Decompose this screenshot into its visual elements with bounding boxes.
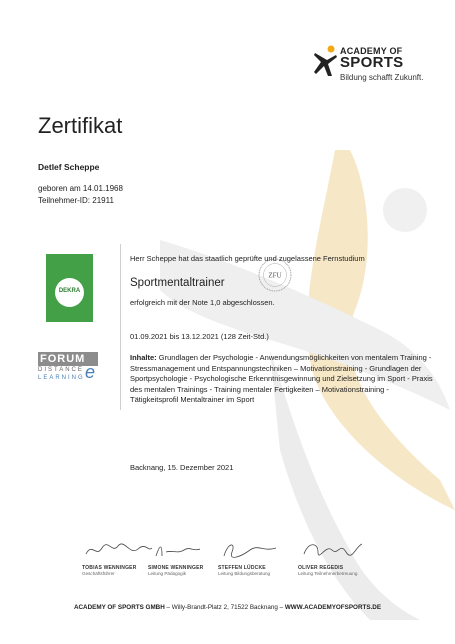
dekra-badge <box>46 254 93 322</box>
signature-3 <box>218 540 292 560</box>
signer-name-1: TOBIAS WENNINGER <box>82 565 137 571</box>
grade-text: erfolgreich mit der Note 1,0 abgeschlossen. <box>130 298 275 307</box>
forum-line2: DISTANCE <box>38 367 84 373</box>
divider-line <box>120 244 121 410</box>
footer-address: – Willy-Brandt-Platz 2, 71522 Backnang – <box>164 604 285 611</box>
recipient-name: Detlef Scheppe <box>38 162 100 172</box>
logo-slogan: Bildung schafft Zukunft. <box>340 73 424 82</box>
signer-role-1: Geschäftsführer <box>82 571 115 576</box>
zfu-label: ZFU <box>268 271 282 280</box>
signature-4 <box>296 540 370 560</box>
academy-logo <box>312 44 422 84</box>
signer-role-4: Leitung Teilnehmerbetreuung <box>298 571 358 576</box>
footer-company: ACADEMY OF SPORTS GMBH <box>73 604 165 611</box>
signer-name-2: SIMONE WENNINGER <box>148 565 204 571</box>
intro-text: Herr Scheppe hat das staatlich geprüfte und zugelassene Fernstudium <box>130 254 365 263</box>
sports-figure-icon <box>312 44 340 78</box>
place-date: Backnang, 15. Dezember 2021 <box>130 463 234 472</box>
footer-website[interactable]: WWW.ACADEMYOFSPORTS.DE <box>284 604 382 611</box>
signature-2 <box>150 540 224 560</box>
course-contents <box>130 353 435 406</box>
forum-distance-learning-logo <box>38 352 98 386</box>
dekra-label: DEKRA <box>58 288 81 294</box>
logo-line2: SPORTS <box>340 54 404 71</box>
forum-e-glyph: e <box>85 362 96 382</box>
contents-text: Grundlagen der Psychologie - Anwendungsmöglichkeiten von mentalem Training - Stressmanagement und Entspannungstechniken – Motivationstraining - Grundlagen der Sportpsychologie - Psychologische Erkenntnisgewinnung und Zielsetzung im Sport - Praxis des mentalen Trainings - Training mentaler Fertigkeiten – Motivationstraining - Tätigkeitsprofil Mentaltrainer im Sport <box>130 353 433 405</box>
logo-line1: ACADEMY OF <box>340 46 403 56</box>
birth-date: geboren am 14.01.1968 <box>38 184 123 193</box>
course-name: Sportmentaltrainer <box>130 277 225 289</box>
signature-1 <box>82 540 156 560</box>
signer-role-3: Leitung Bildungsberatung <box>218 571 271 576</box>
zfu-seal-icon <box>258 258 292 292</box>
footer <box>0 604 455 611</box>
signer-role-2: Leitung Pädagogik <box>148 571 187 576</box>
signer-name-4: OLIVER REGEDIS <box>298 565 344 571</box>
contents-label: Inhalte: <box>130 353 157 362</box>
signer-name-3: STEFFEN LÜDCKE <box>218 565 266 571</box>
course-period: 01.09.2021 bis 13.12.2021 (128 Zeit-Std.) <box>130 332 269 341</box>
participant-id: Teilnehmer-ID: 21911 <box>38 196 114 205</box>
forum-line1: FORUM <box>38 352 98 366</box>
certificate-title: Zertifikat <box>38 113 123 138</box>
forum-line3: LEARNING <box>38 375 85 381</box>
